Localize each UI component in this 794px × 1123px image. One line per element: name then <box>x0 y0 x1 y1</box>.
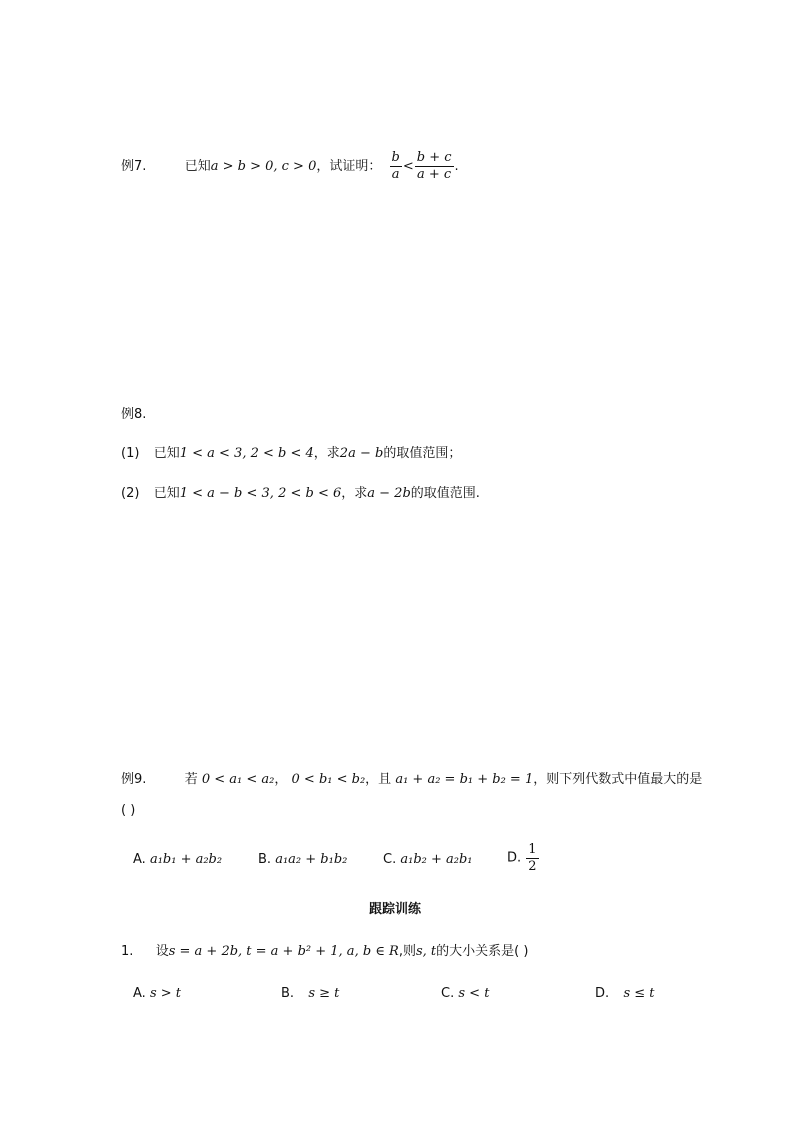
example-8-part-2 <box>121 485 480 503</box>
question-let: 设 <box>155 944 169 959</box>
fraction-numerator: b <box>391 150 400 165</box>
example-9-option-b <box>258 851 347 869</box>
example-9-sep: ， <box>274 772 288 787</box>
question-1-option-b <box>281 985 339 1003</box>
option-expression: s < t <box>458 986 490 1001</box>
option-label: C. <box>383 852 397 867</box>
example-7-known: 已知 <box>184 159 211 174</box>
fraction-numerator: 1 <box>528 842 537 857</box>
question-1-stem <box>121 943 528 961</box>
example-7-condition: a > b > 0, c > 0 <box>210 159 317 174</box>
example-7 <box>121 150 459 183</box>
option-expression: a₁b₁ + a₂b₂ <box>149 852 223 867</box>
question-1-option-a <box>133 985 181 1003</box>
example-7-prove-text: ，试证明： <box>316 159 382 174</box>
part-expression: a − 2b <box>367 486 411 501</box>
option-expression: s ≥ t <box>308 986 340 1001</box>
fraction-denominator: 2 <box>528 859 537 874</box>
example-7-end: . <box>454 159 459 174</box>
option-label: B. <box>258 852 272 867</box>
question-1-option-d <box>595 985 655 1003</box>
part-expression: 2a − b <box>339 446 384 461</box>
part-ask: ，求 <box>341 486 368 501</box>
example-9-label: 例9. <box>121 772 147 787</box>
option-label: A. <box>133 986 146 1001</box>
option-expression: a₁b₂ + a₂b₁ <box>400 852 473 867</box>
question-expression: s = a + 2b, t = a + b² + 1, a, b ∈ R <box>168 944 399 959</box>
option-label: D. <box>595 986 610 1001</box>
part-known: 已知 <box>153 486 180 501</box>
question-variables: s, t <box>415 944 437 959</box>
fraction-denominator: a <box>391 167 400 182</box>
question-tail: 的大小关系是( ) <box>436 944 529 959</box>
example-8-part-1 <box>121 445 461 463</box>
option-expression: s ≤ t <box>623 986 655 1001</box>
section-title: 跟踪训练 <box>369 902 422 917</box>
part-number: (1) <box>121 446 140 461</box>
fraction-denominator: a + c <box>417 167 452 182</box>
part-tail: 的取值范围. <box>410 486 480 501</box>
option-expression: a₁a₂ + b₁b₂ <box>275 852 348 867</box>
question-then: ,则 <box>398 944 416 959</box>
example-9-answer-paren: ( ) <box>121 803 136 818</box>
fraction-numerator: b + c <box>416 150 452 165</box>
example-9-condition-1: 0 < a₁ < a₂ <box>201 772 275 787</box>
option-label: A. <box>133 852 146 867</box>
option-label: C. <box>441 986 455 1001</box>
example-9-and: ，且 <box>365 772 392 787</box>
example-7-label: 例7. <box>121 159 147 174</box>
example-9-option-c <box>383 851 473 869</box>
example-7-fraction-right <box>415 150 454 183</box>
example-9-option-d <box>507 842 540 875</box>
option-label: B. <box>281 986 295 1001</box>
question-1-option-c <box>441 985 489 1003</box>
example-9-if: 若 <box>184 772 198 787</box>
question-number: 1. <box>121 944 134 959</box>
example-9-tail: ，则下列代数式中值最大的是 <box>533 772 703 787</box>
example-8-label: 例8. <box>121 407 147 422</box>
example-9-option-a <box>133 851 222 869</box>
option-label: D. <box>507 850 522 866</box>
part-condition: 1 < a < 3, 2 < b < 4 <box>179 446 314 461</box>
option-fraction <box>526 842 538 875</box>
example-9-condition-2: 0 < b₁ < b₂ <box>291 772 366 787</box>
example-7-fraction-left <box>390 150 402 183</box>
option-expression: s > t <box>149 986 181 1001</box>
part-number: (2) <box>121 486 140 501</box>
example-9-stem <box>121 771 702 789</box>
part-ask: ，求 <box>313 446 340 461</box>
example-9-condition-3: a₁ + a₂ = b₁ + b₂ = 1 <box>395 772 534 787</box>
part-known: 已知 <box>153 446 180 461</box>
part-tail: 的取值范围； <box>383 446 462 461</box>
part-condition: 1 < a − b < 3, 2 < b < 6 <box>179 486 342 501</box>
less-than-sign: < <box>402 159 414 174</box>
